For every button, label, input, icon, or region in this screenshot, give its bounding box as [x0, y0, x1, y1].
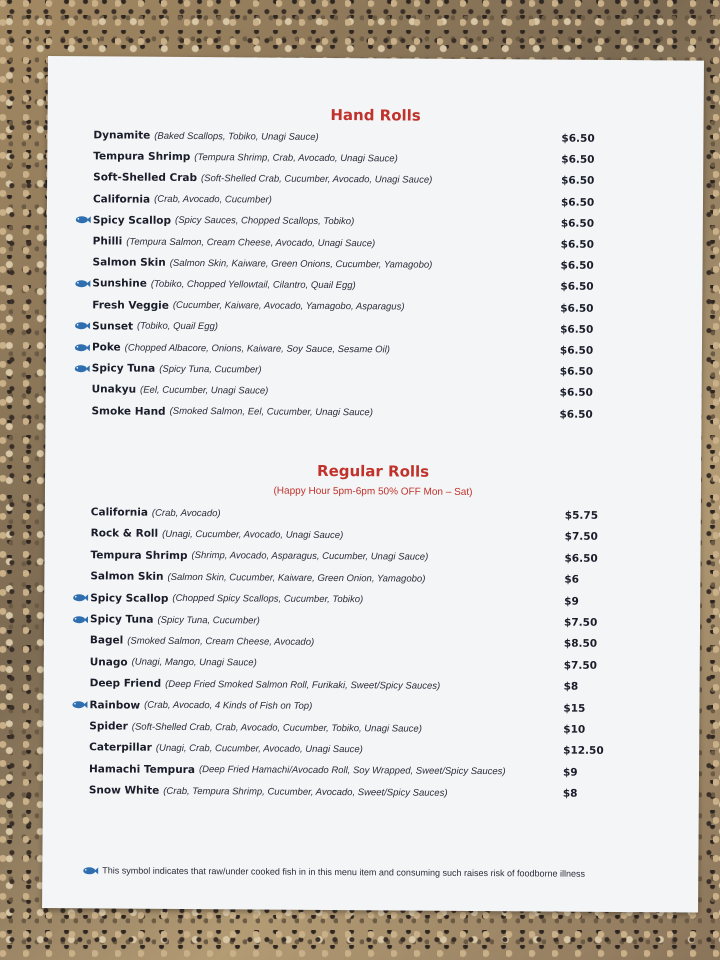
item-description: (Tempura Salmon, Cream Cheese, Avocado, Unagi Sauce): [126, 236, 376, 249]
item-description: (Unagi, Crab, Cucumber, Avocado, Unagi Sauce): [155, 742, 363, 756]
item-description: (Smoked Salmon, Eel, Cucumber, Unagi Sauce): [169, 405, 373, 419]
item-price: $6.50: [560, 280, 594, 294]
menu-item: [72, 632, 682, 654]
item-name: Rock & Roll: [90, 527, 159, 541]
fish-icon: [72, 615, 90, 624]
menu-item: [72, 589, 682, 611]
menu-item: [74, 359, 684, 381]
menu-item: [72, 653, 682, 675]
item-price: $9: [562, 766, 578, 779]
item-description: (Crab, Avocado, Cucumber): [154, 193, 272, 206]
menu-item: [71, 696, 681, 718]
item-description: (Soft-Shelled Crab, Crab, Avocado, Cucumber, Tobiko, Unagi Sauce): [131, 721, 422, 735]
item-price: $6.50: [560, 196, 595, 209]
item-price: $6.50: [559, 408, 593, 421]
item-name: Spicy Scallop: [92, 214, 172, 227]
item-price: $6.50: [561, 153, 595, 167]
item-description: (Tobiko, Quail Egg): [136, 320, 219, 333]
item-price: $9: [564, 595, 579, 608]
item-name: Deep Friend: [89, 677, 162, 690]
menu-item: [72, 546, 682, 568]
item-name: Spicy Tuna: [90, 613, 154, 626]
item-description: (Tempura Shrimp, Crab, Avocado, Unagi Sauce): [194, 151, 398, 165]
item-description: (Salmon Skin, Cucumber, Kaiware, Green Onion, Yamagobo): [167, 571, 426, 585]
menu-item: [75, 190, 685, 212]
item-name: Salmon Skin: [90, 570, 164, 584]
item-name: Hamachi Tempura: [88, 763, 196, 776]
item-name: Sunshine: [92, 277, 147, 291]
item-price: $6.50: [560, 217, 595, 230]
item-description: (Salmon Skin, Kaiware, Green Onions, Cucumber, Yamagobo): [169, 257, 433, 271]
fish-icon: [74, 343, 92, 352]
menu-item: [75, 232, 685, 254]
fish-icon: [82, 866, 102, 875]
item-name: Rainbow: [89, 698, 141, 712]
menu-item: [74, 253, 684, 275]
menu-item: [73, 503, 683, 525]
item-name: Tempura Shrimp: [93, 150, 191, 164]
item-description: (Crab, Avocado, 4 Kinds of Fish on Top): [144, 699, 313, 712]
fish-icon: [74, 321, 92, 330]
item-name: Salmon Skin: [92, 256, 166, 270]
item-price: $6.50: [561, 174, 595, 188]
item-price: $6.50: [559, 386, 593, 400]
item-price: $8.50: [563, 638, 598, 651]
item-description: (Crab, Tempura Shrimp, Cucumber, Avocado, Sweet/Spicy Sauces): [163, 785, 448, 799]
hand-rolls-title: Hand Rolls: [330, 105, 421, 125]
item-price: $7.50: [564, 616, 598, 629]
item-description: (Chopped Albacore, Onions, Kaiware, Soy Sauce, Sesame Oil): [124, 342, 390, 355]
regular-rolls-title: Regular Rolls: [317, 461, 430, 481]
item-name: California: [90, 506, 148, 519]
menu-item: [72, 674, 682, 696]
item-name: Spicy Tuna: [91, 362, 156, 375]
item-name: Soft-Shelled Crab: [93, 171, 198, 185]
item-name: Spicy Scallop: [90, 591, 169, 605]
item-description: (Cucumber, Kaiware, Avocado, Yamagobo, Asparagus): [172, 299, 405, 313]
item-price: $6.50: [559, 344, 594, 357]
item-price: $6.50: [561, 132, 595, 145]
menu-item: [75, 126, 685, 148]
item-description: (Smoked Salmon, Cream Cheese, Avocado): [127, 635, 315, 648]
item-description: (Spicy Sauces, Chopped Scallops, Tobiko): [175, 215, 355, 228]
item-description: (Eel, Cucumber, Unagi Sauce): [140, 384, 269, 397]
item-name: Poke: [91, 341, 121, 354]
item-price: $6.50: [560, 302, 594, 315]
item-name: Dynamite: [93, 129, 151, 142]
item-description: (Unagi, Mango, Unagi Sauce): [131, 656, 257, 669]
menu-item: [74, 338, 684, 360]
item-description: (Unagi, Cucumber, Avocado, Unagi Sauce): [162, 528, 344, 541]
item-name: Sunset: [92, 320, 134, 333]
item-name: Tempura Shrimp: [90, 549, 188, 562]
menu-item: [74, 296, 684, 318]
fish-icon: [75, 215, 93, 224]
fish-icon: [72, 593, 90, 602]
item-price: $6.50: [560, 323, 594, 336]
item-price: $7.50: [564, 531, 598, 544]
menu-item: [71, 717, 681, 739]
item-price: $6: [564, 573, 580, 586]
menu-item: [71, 739, 681, 761]
item-description: (Baked Scallops, Tobiko, Unagi Sauce): [154, 130, 319, 143]
item-price: $8: [563, 680, 579, 693]
item-name: Fresh Veggie: [92, 298, 169, 312]
item-name: Philli: [92, 235, 123, 248]
item-description: (Shrimp, Avocado, Asparagus, Cucumber, Unagi Sauce): [191, 550, 429, 563]
item-price: $8: [562, 787, 578, 800]
item-description: (Chopped Spicy Scallops, Cucumber, Tobiko): [172, 592, 364, 606]
menu-item: [73, 525, 683, 547]
item-name: California: [92, 192, 151, 206]
menu-item: [72, 567, 682, 589]
menu-item: [75, 169, 685, 191]
item-name: Spider: [89, 720, 128, 733]
item-name: Unakyu: [91, 383, 137, 397]
item-price: $6.50: [564, 552, 598, 565]
item-description: (Soft-Shelled Crab, Cucumber, Avocado, Unagi Sauce): [200, 172, 433, 186]
menu-item: [71, 760, 681, 782]
item-price: $6.50: [560, 259, 594, 273]
fish-icon: [71, 700, 89, 709]
item-price: $15: [563, 702, 586, 715]
item-price: $12.50: [563, 745, 604, 758]
item-price: $5.75: [564, 509, 599, 522]
menu-item: [71, 781, 681, 803]
item-description: (Crab, Avocado): [151, 507, 221, 519]
item-name: Snow White: [88, 784, 160, 797]
fish-icon: [74, 279, 92, 288]
item-name: Unago: [89, 656, 128, 669]
menu-item: [72, 610, 682, 632]
menu-item: [73, 402, 683, 424]
item-description: (Spicy Tuna, Cucumber): [157, 614, 260, 626]
item-description: (Tobiko, Chopped Yellowtail, Cilantro, Quail Egg): [150, 278, 356, 292]
item-name: Smoke Hand: [91, 404, 166, 418]
footnote-text: This symbol indicates that raw/under cooked fish in in this menu item and consuming such raises risk of foodborne illness: [102, 865, 586, 879]
item-description: (Deep Fried Smoked Salmon Roll, Furikaki, Sweet/Spicy Sauces): [165, 678, 441, 692]
item-price: $7.50: [563, 659, 598, 672]
item-name: Bagel: [89, 634, 124, 647]
item-price: $10: [563, 723, 586, 736]
fish-icon: [74, 364, 92, 373]
menu-item: [74, 317, 684, 339]
item-name: Caterpillar: [89, 741, 152, 755]
happy-hour-note: (Happy Hour 5pm-6pm 50% OFF Mon – Sat): [273, 485, 473, 498]
item-description: (Deep Fried Hamachi/Avocado Roll, Soy Wrapped, Sweet/Spicy Sauces): [198, 764, 506, 778]
menu-item: [74, 275, 684, 297]
menu-sheet: [42, 56, 704, 913]
raw-fish-footnote: [82, 865, 672, 879]
item-price: $6.50: [560, 238, 594, 251]
menu-item: [74, 381, 684, 403]
menu-item: [75, 211, 685, 233]
item-description: (Spicy Tuna, Cucumber): [159, 363, 262, 376]
item-price: $6.50: [559, 365, 594, 379]
menu-item: [75, 147, 685, 169]
